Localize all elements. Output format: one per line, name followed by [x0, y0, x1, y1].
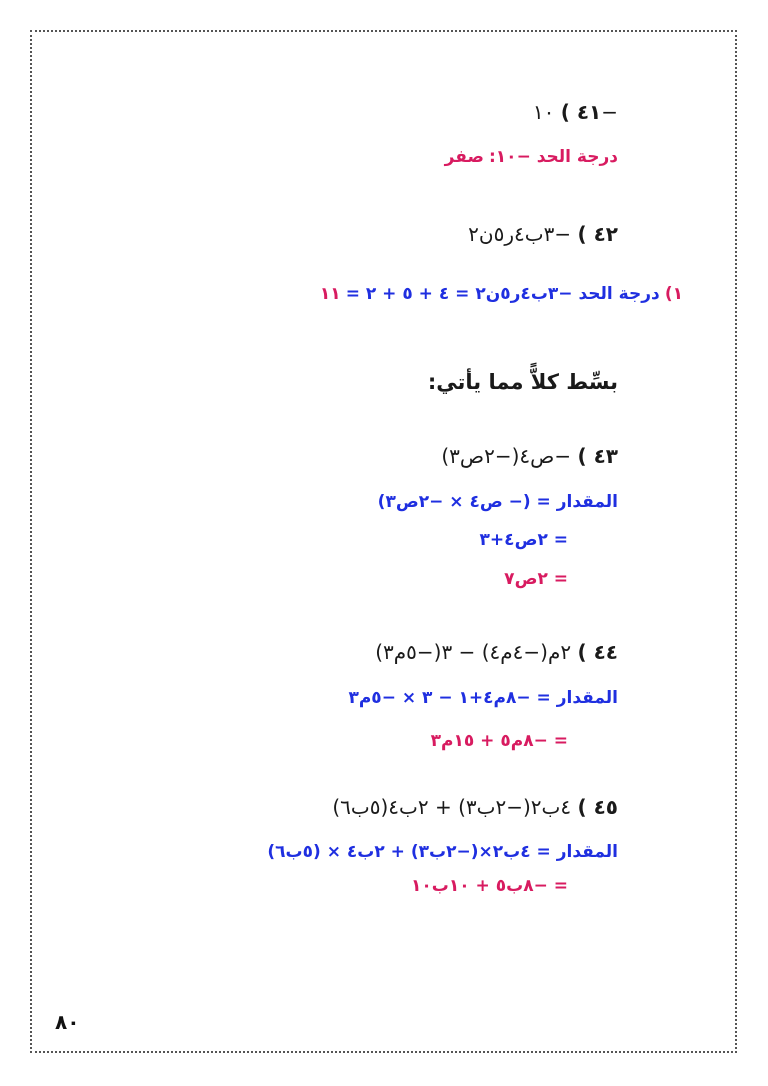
- problem-45-label: ٤٥ ): [577, 795, 618, 819]
- section-title: بسِّط كلاًّ مما يأتي:: [427, 370, 618, 394]
- problem-45-step-2: = −٨ب٥ + ١٠ب١٠: [410, 876, 568, 896]
- problem-43-step-1: المقدار = (− ص٤ × −٢ص٣): [377, 492, 618, 512]
- problem-42-expression: −٣ب٤ر٥ن٢: [468, 222, 572, 246]
- problem-43: [441, 444, 618, 468]
- problem-45: [332, 795, 618, 819]
- problem-41-answer: [445, 147, 618, 167]
- answer-42-text: درجة الحد −٣ب٤ر٥ن٢ = ٤ + ٥ + ٢ =: [345, 284, 660, 304]
- answer-42-value: ١١: [319, 284, 341, 304]
- problem-44-step-2: = −٨م٥ + ١٥م٣: [430, 731, 568, 751]
- problem-41-label: ٤١ ): [560, 100, 602, 124]
- problem-41-expression: ١٠−: [532, 100, 618, 124]
- problem-42-answer: [320, 284, 683, 304]
- problem-44: [375, 640, 618, 664]
- problem-45-expression: ٤ب٢(−٢ب٣) + ٢ب٤(٥ب٦): [332, 795, 572, 819]
- answer-41-value: صفر: [444, 147, 484, 167]
- problem-42: [468, 222, 618, 246]
- problem-43-label: ٤٣ ): [577, 444, 618, 468]
- problem-44-label: ٤٤ ): [577, 640, 618, 664]
- problem-44-step-1: المقدار = −٨م٤+١ − ٣ × −٥م٣: [348, 688, 618, 708]
- answer-41-text: درجة الحد −١٠:: [488, 147, 618, 167]
- problem-43-expression: −ص٤(−٢ص٣): [441, 444, 572, 468]
- page-number: ٨٠: [55, 1010, 80, 1034]
- problem-43-step-3: = ٢ص٧: [504, 569, 568, 589]
- problem-45-step-1: المقدار = ٤ب٢×(−٢ب٣) + ٢ب٤ × (٥ب٦): [267, 842, 618, 862]
- problem-44-expression: ٢م(−٤م٤) − ٣(−٥م٣): [375, 640, 572, 664]
- problem-41: [533, 100, 618, 124]
- answer-42-marker: ١): [664, 284, 683, 304]
- problem-43-step-2: = ٢ص٤+٣: [479, 530, 568, 550]
- problem-42-label: ٤٢ ): [577, 222, 618, 246]
- page-border: [30, 30, 737, 1053]
